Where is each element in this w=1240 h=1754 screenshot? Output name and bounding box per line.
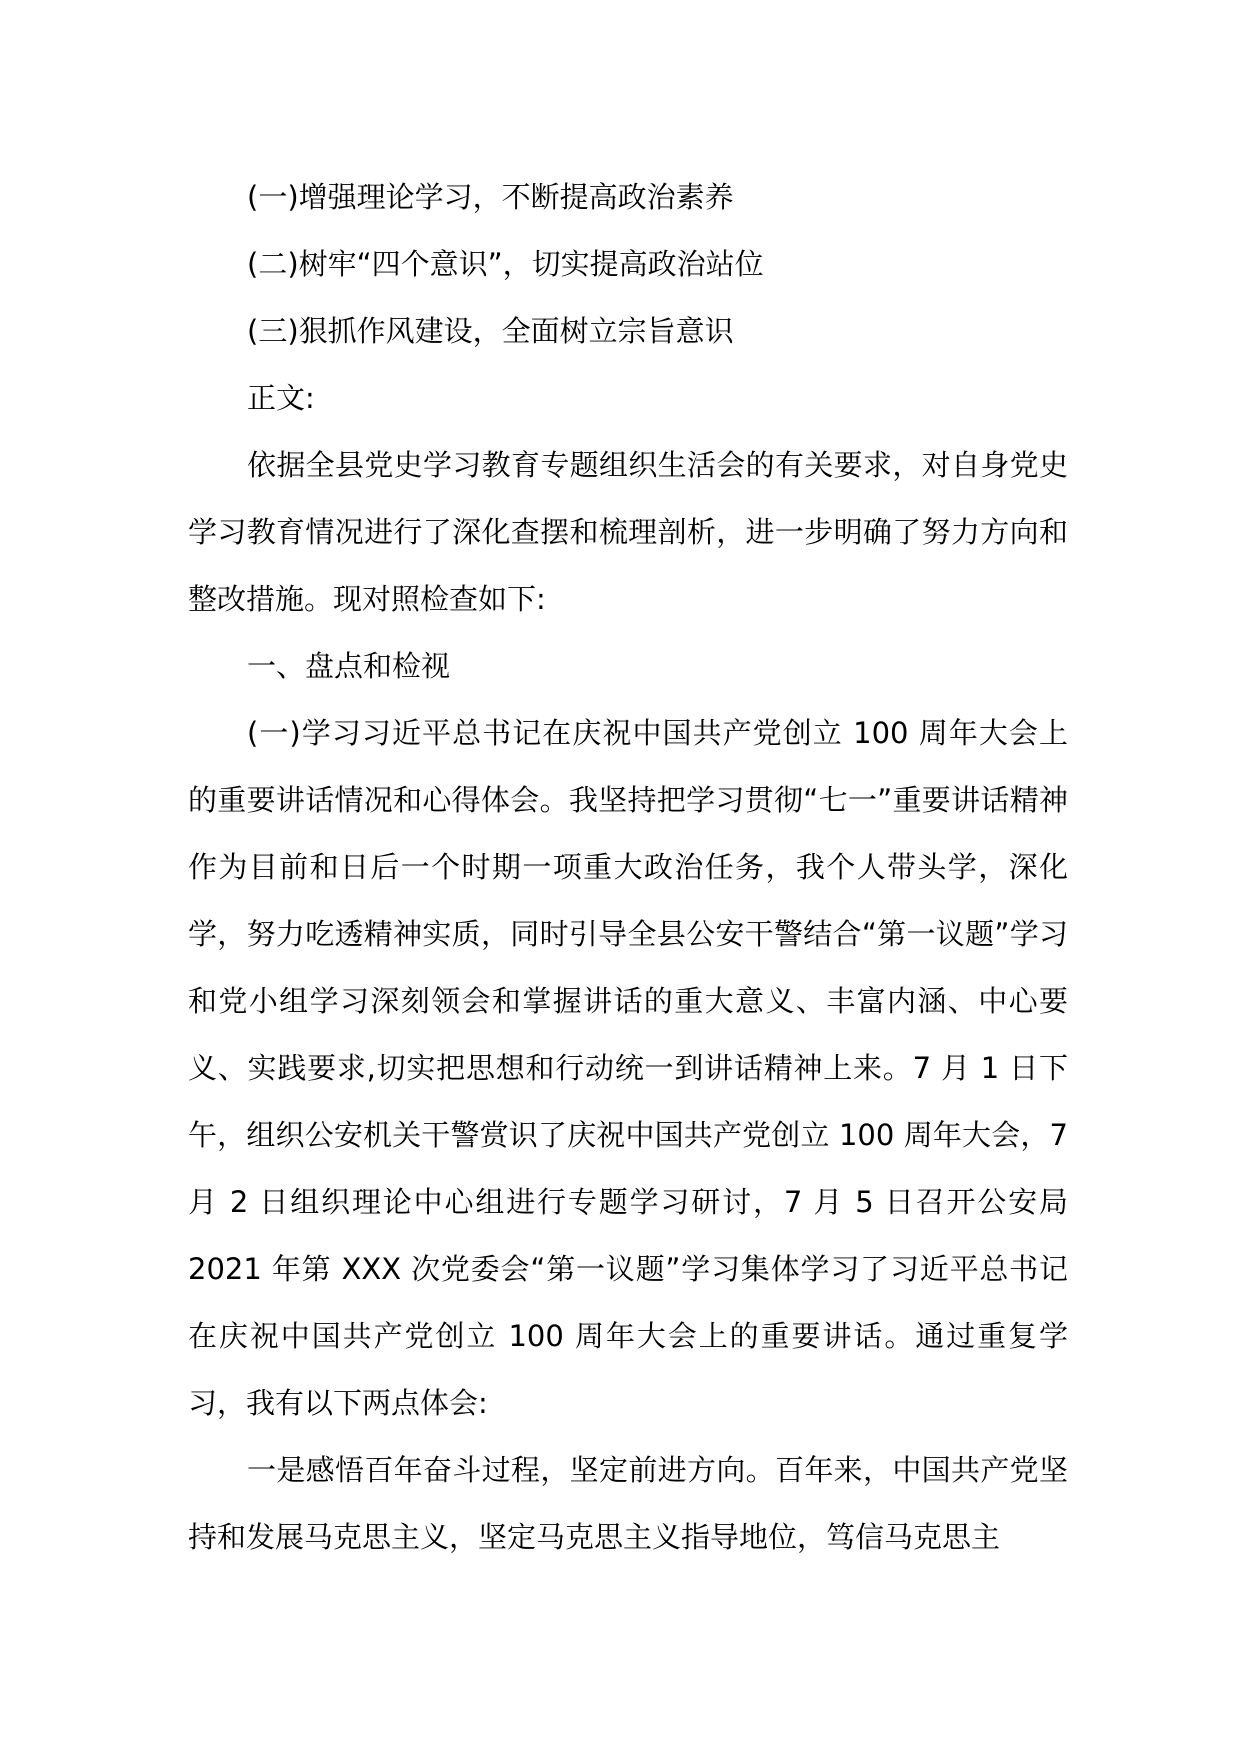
intro-paragraph: 依据全县党史学习教育专题组织生活会的有关要求，对自身党史学习教育情况进行了深化查摆和梳理剖析，进一步明确了努力方向和整改措施。现对照检查如下:	[188, 448, 1068, 616]
document-body	[188, 164, 1078, 1571]
outline-item-2: (二)树牢“四个意识”，切实提高政治站位	[247, 247, 764, 281]
body-heading: 正文:	[247, 381, 315, 415]
study-paragraph: (一)学习习近平总书记在庆祝中国共产党创立 100 周年大会上的重要讲话情况和心得体会。我坚持把学习贯彻“七一”重要讲话精神作为目前和日后一个时期一项重大政治任务，我个人带头学，深化学，努力吃透精神实质，同时引导全县公安干警结合“第一议题”学习和党小组学习深刻领会和掌握讲话的重大意义、丰富内涵、中心要义、实践要求,切实把思想和行动统一到讲话精神上来。7 月 1 日下午，组织公安机关干警赏识了庆祝中国共产党创立 100 周年大会，7 月 2 日组织理论中心组进行专题学习研讨，7 月 5 日召开公安局 2021 年第 XXX 次党委会“第一议题”学习集体学习了习近平总书记在庆祝中国共产党创立 100 周年大会上的重要讲话。通过重复学习，我有以下两点体会:	[188, 716, 1078, 1420]
outline-item-3: (三)狠抓作风建设，全面树立宗旨意识	[247, 314, 734, 348]
reflection-paragraph: 一是感悟百年奋斗过程，坚定前进方向。百年来，中国共产党坚持和发展马克思主义，坚定马克思主义指导地位，笃信马克思主	[188, 1453, 1068, 1554]
section-heading: 一、盘点和检视	[247, 649, 451, 683]
outline-item-1: (一)增强理论学习，不断提高政治素养	[247, 180, 734, 214]
